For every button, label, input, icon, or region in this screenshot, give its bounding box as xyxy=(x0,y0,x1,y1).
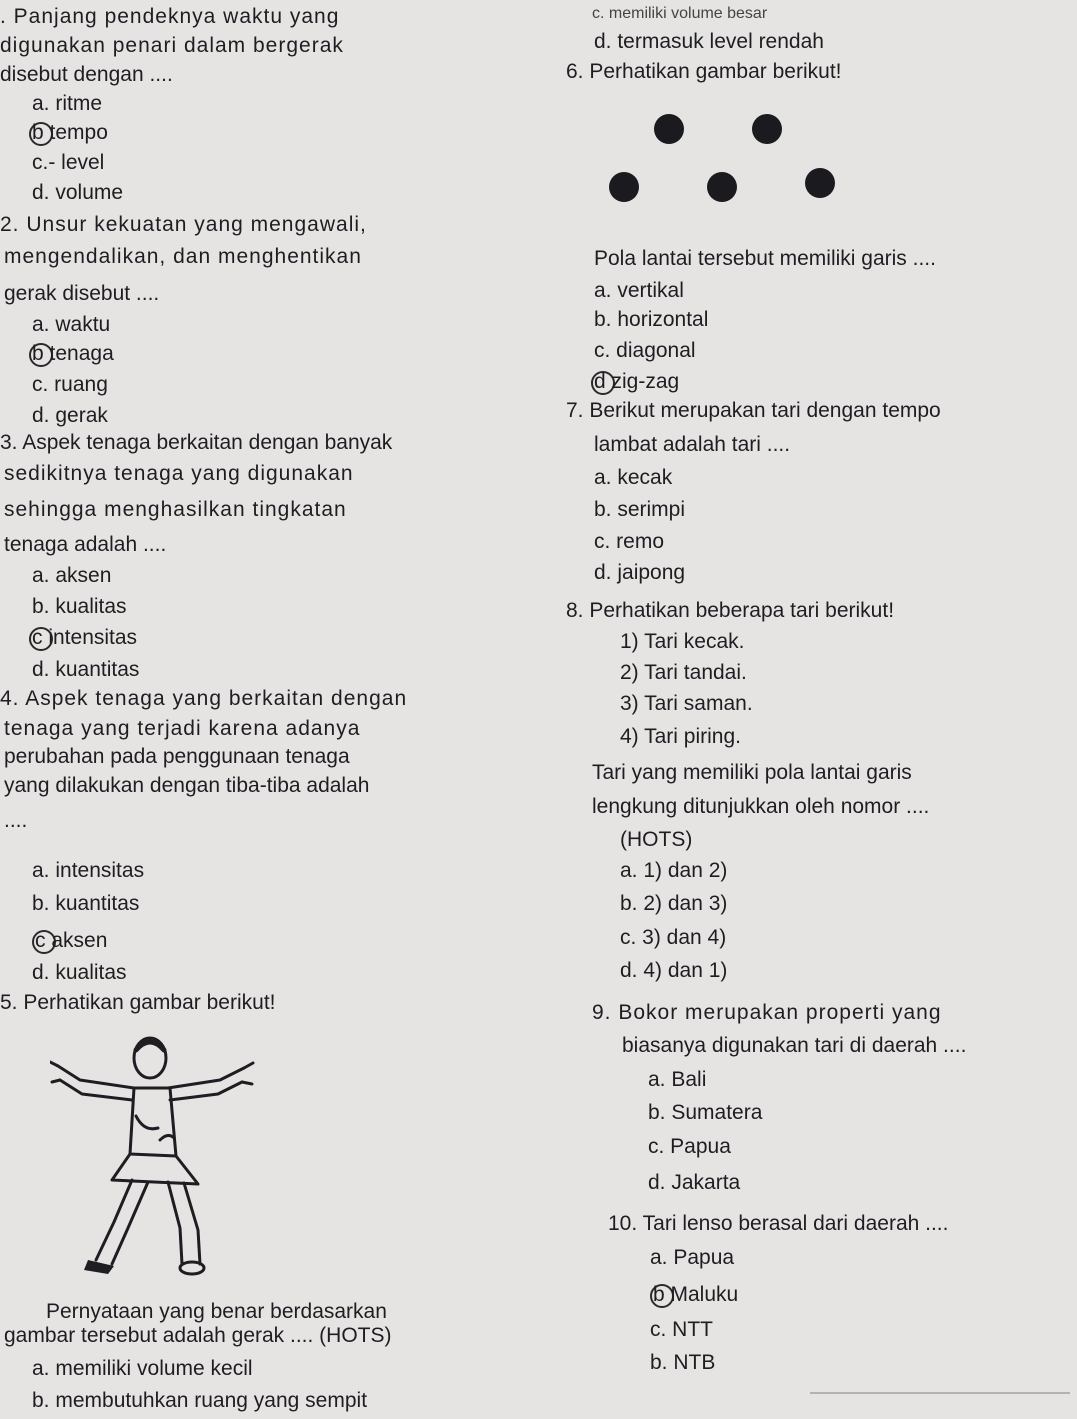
q8-after-2: lengkung ditunjukkan oleh nomor .... xyxy=(592,795,930,818)
floor-dot-2 xyxy=(752,114,782,144)
q4-stem-2: tenaga yang terjadi karena adanya xyxy=(4,717,361,740)
q3-stem-1: 3. Aspek tenaga berkaitan dengan banyak xyxy=(0,431,393,454)
q2-stem-2: mengendalikan, dan menghentikan xyxy=(4,245,362,268)
q5-stem-1: 5. Perhatikan gambar berikut! xyxy=(0,991,276,1014)
q7-option-c[interactable]: c. remo xyxy=(594,530,665,553)
floor-dot-3 xyxy=(609,172,639,202)
q2-option-c[interactable]: c. ruang xyxy=(32,373,108,396)
dancer-figure-image xyxy=(50,1028,265,1283)
q7-option-d[interactable]: d. jaipong xyxy=(594,561,686,584)
prev-option-d[interactable]: d. termasuk level rendah xyxy=(594,30,824,53)
q8-option-d[interactable]: d. 4) dan 1) xyxy=(620,959,728,982)
q9-option-c[interactable]: c. Papua xyxy=(648,1135,731,1158)
q6-option-b[interactable]: b. horizontal xyxy=(594,308,709,331)
q3-option-a[interactable]: a. aksen xyxy=(32,564,112,587)
q4-stem-1: 4. Aspek tenaga yang berkaitan dengan xyxy=(0,687,408,710)
q3-option-d[interactable]: d. kuantitas xyxy=(32,658,140,681)
q5-after-1: Pernyataan yang benar berdasarkan xyxy=(46,1300,387,1323)
q10-option-b[interactable]: b Maluku xyxy=(653,1283,739,1306)
q6-option-d[interactable]: d zig-zag xyxy=(594,370,680,393)
floor-pattern-figure xyxy=(590,88,855,242)
q9-option-b[interactable]: b. Sumatera xyxy=(648,1101,763,1124)
q3-stem-2: sedikitnya tenaga yang digunakan xyxy=(4,462,354,485)
q3-option-c[interactable]: c intensitas xyxy=(32,626,138,649)
q10-stem-1: 10. Tari lenso berasal dari daerah .... xyxy=(608,1212,949,1235)
q3-stem-4: tenaga adalah .... xyxy=(4,533,167,556)
q8-stem-1: 8. Perhatikan beberapa tari berikut! xyxy=(566,599,895,622)
q1-option-a[interactable]: a. ritme xyxy=(32,92,103,115)
q8-after-1: Tari yang memiliki pola lantai garis xyxy=(592,761,912,784)
floor-dot-5 xyxy=(805,168,835,198)
q5-option-a[interactable]: a. memiliki volume kecil xyxy=(32,1357,253,1380)
q8-option-b[interactable]: b. 2) dan 3) xyxy=(620,892,728,915)
q5-option-b[interactable]: b. membutuhkan ruang yang sempit xyxy=(32,1389,368,1412)
q5-after-2: gambar tersebut adalah gerak .... (HOTS) xyxy=(4,1324,392,1347)
q3-stem-3: sehingga menghasilkan tingkatan xyxy=(4,498,347,521)
q8-after-3: (HOTS) xyxy=(620,828,693,851)
q3-option-b[interactable]: b. kualitas xyxy=(32,595,127,618)
q6-option-a[interactable]: a. vertikal xyxy=(594,279,684,302)
q1-stem-1: . Panjang pendeknya waktu yang xyxy=(0,5,340,28)
q4-stem-4: yang dilakukan dengan tiba-tiba adalah xyxy=(4,774,370,797)
q1-option-c[interactable]: c.- level xyxy=(32,151,105,174)
q9-option-a[interactable]: a. Bali xyxy=(648,1068,707,1091)
q2-option-a[interactable]: a. waktu xyxy=(32,313,111,336)
page-edge-divider xyxy=(810,1392,1070,1394)
floor-dot-4 xyxy=(707,172,737,202)
q8-list-2: 2) Tari tandai. xyxy=(620,661,747,684)
q4-stem-5: .... xyxy=(4,809,28,832)
q4-option-b[interactable]: b. kuantitas xyxy=(32,892,140,915)
q2-stem-3: gerak disebut .... xyxy=(4,282,160,305)
q8-list-1: 1) Tari kecak. xyxy=(620,630,745,653)
q9-stem-1: 9. Bokor merupakan properti yang xyxy=(592,1001,942,1024)
q2-stem-1: 2. Unsur kekuatan yang mengawali, xyxy=(0,213,367,236)
q9-stem-2: biasanya digunakan tari di daerah .... xyxy=(622,1034,967,1057)
q1-stem-2: digunakan penari dalam bergerak xyxy=(0,34,344,57)
q9-option-d[interactable]: d. Jakarta xyxy=(648,1171,741,1194)
q6-option-c[interactable]: c. diagonal xyxy=(594,339,696,362)
q2-option-d[interactable]: d. gerak xyxy=(32,404,108,427)
floor-dot-1 xyxy=(654,114,684,144)
q7-option-b[interactable]: b. serimpi xyxy=(594,498,686,521)
q2-option-b[interactable]: b tenaga xyxy=(32,342,114,365)
q10-option-c[interactable]: c. NTT xyxy=(650,1318,713,1341)
q10-option-d[interactable]: b. NTB xyxy=(650,1351,716,1374)
q8-list-4: 4) Tari piring. xyxy=(620,725,741,748)
q1-option-d[interactable]: d. volume xyxy=(32,181,124,204)
q8-option-c[interactable]: c. 3) dan 4) xyxy=(620,926,727,949)
q4-option-d[interactable]: d. kualitas xyxy=(32,961,127,984)
q8-list-3: 3) Tari saman. xyxy=(620,692,753,715)
q1-option-b[interactable]: b tempo xyxy=(32,121,108,144)
q1-stem-3: disebut dengan .... xyxy=(0,63,173,86)
prev-option-c[interactable]: c. memiliki volume besar xyxy=(592,5,768,22)
q8-option-a[interactable]: a. 1) dan 2) xyxy=(620,859,728,882)
q6-after-1: Pola lantai tersebut memiliki garis .... xyxy=(594,247,936,270)
q7-option-a[interactable]: a. kecak xyxy=(594,466,673,489)
q6-stem-1: 6. Perhatikan gambar berikut! xyxy=(566,60,842,83)
q10-option-a[interactable]: a. Papua xyxy=(650,1246,735,1269)
q7-stem-1: 7. Berikut merupakan tari dengan tempo xyxy=(566,399,941,422)
q4-option-c[interactable]: c aksen xyxy=(35,929,108,952)
q7-stem-2: lambat adalah tari .... xyxy=(594,433,791,456)
q4-stem-3: perubahan pada penggunaan tenaga xyxy=(4,745,350,768)
q4-option-a[interactable]: a. intensitas xyxy=(32,859,145,882)
